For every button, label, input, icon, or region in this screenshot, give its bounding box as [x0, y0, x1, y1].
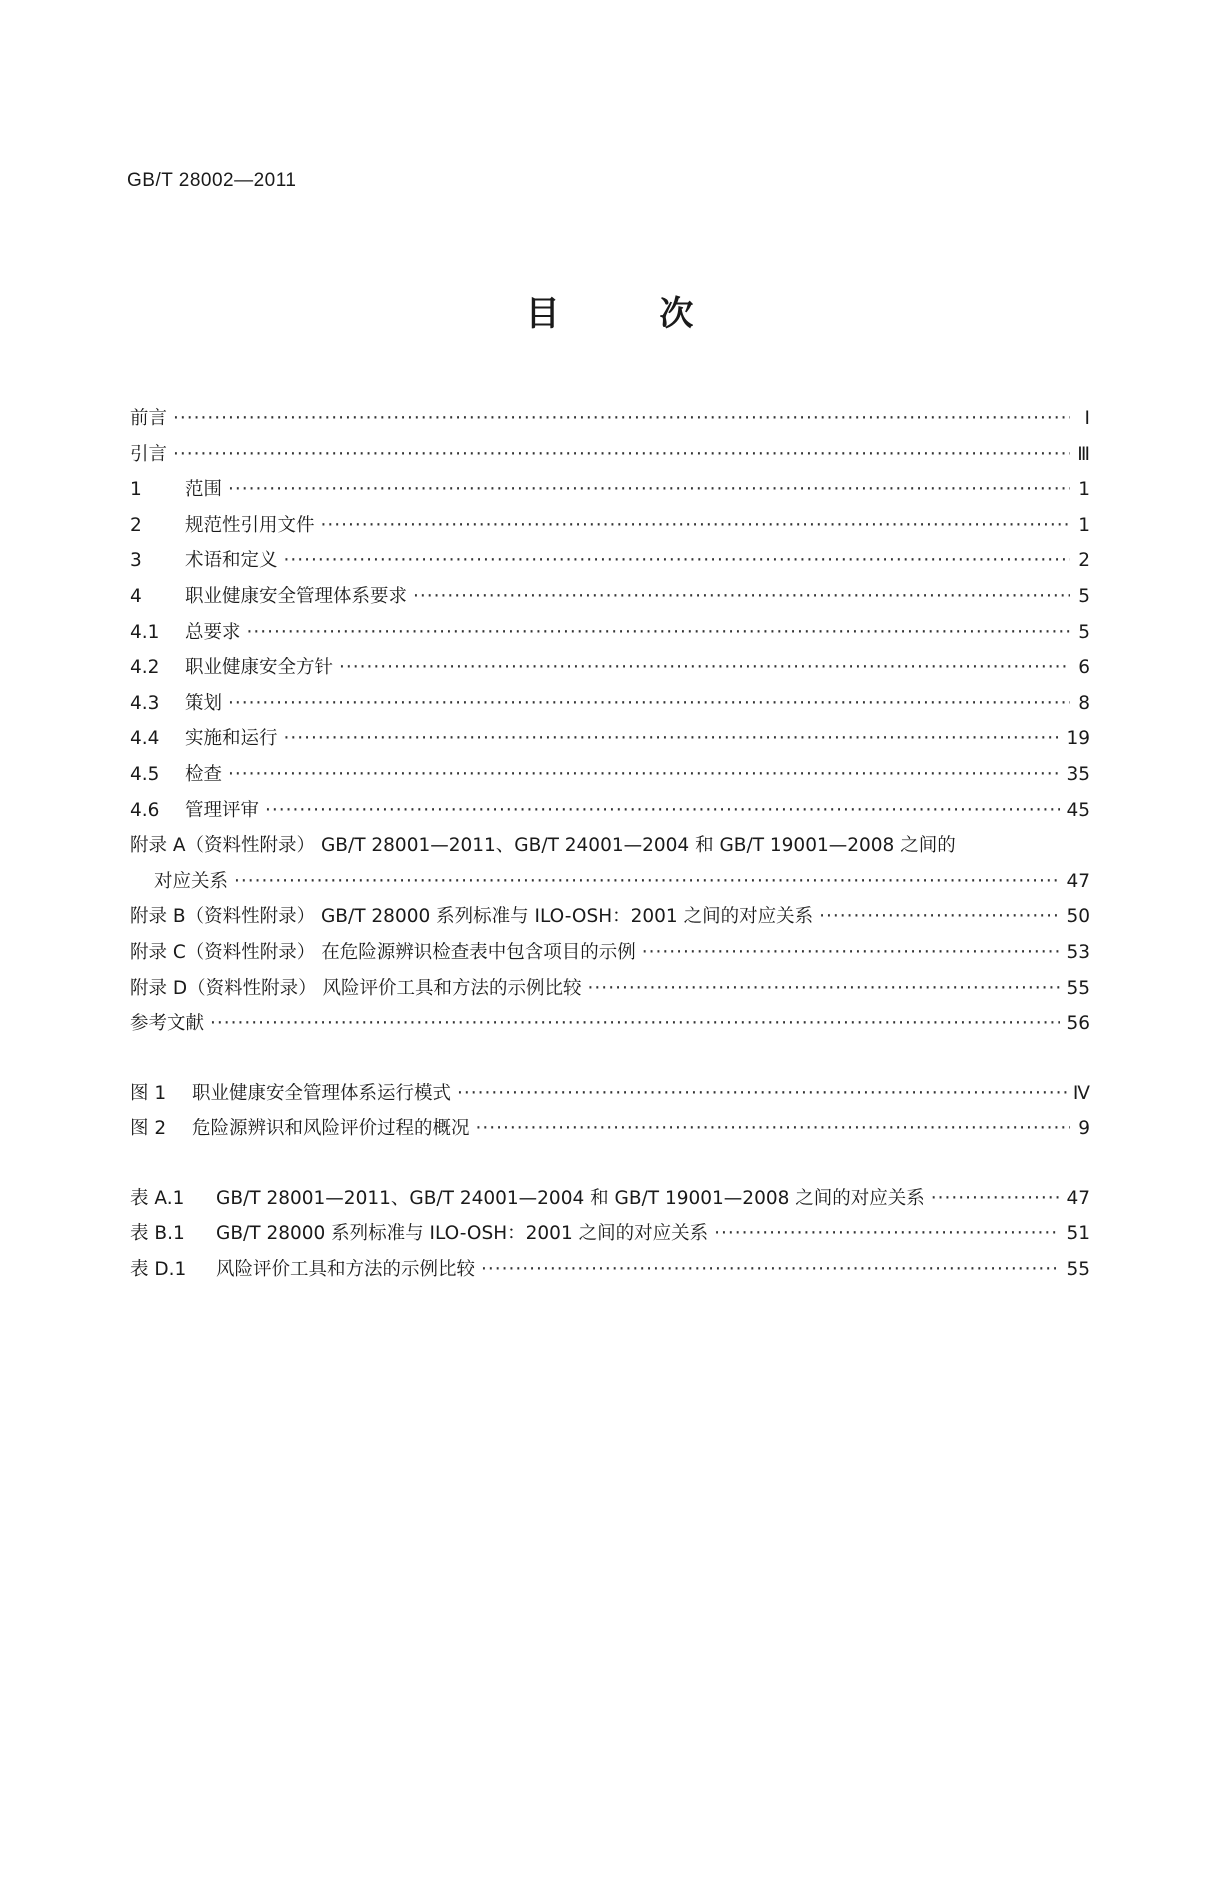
toc-page: 45: [1066, 799, 1090, 821]
toc-page: Ⅲ: [1077, 443, 1090, 465]
section-gap: [130, 1045, 1090, 1079]
toc-page: 19: [1066, 728, 1090, 750]
leader-dots: [265, 800, 1060, 821]
section-gap: [130, 1150, 1090, 1184]
leader-dots: [413, 586, 1070, 607]
leader-dots: [476, 1118, 1070, 1139]
leader-dots: [481, 1259, 1060, 1280]
annex-prefix: 附录 C（资料性附录）: [130, 941, 316, 963]
figure-number: 图 1: [130, 1082, 167, 1104]
toc-page: 35: [1066, 763, 1090, 785]
annex-label: GB/T 28000 系列标准与 ILO-OSH：2001 之间的对应关系: [320, 906, 814, 928]
annex-label: 参考文献: [130, 1013, 205, 1035]
toc-entry[interactable]: [130, 582, 1090, 618]
toc-number: 3: [130, 550, 142, 572]
annex-label: 在危险源辨识检查表中包含项目的示例: [321, 941, 636, 963]
toc-label: 检查: [185, 763, 223, 785]
leader-dots: [931, 1188, 1061, 1209]
toc-label: 管理评审: [185, 799, 260, 821]
toc-entry[interactable]: [130, 546, 1090, 582]
figure-label: 危险源辨识和风险评价过程的概况: [192, 1118, 470, 1140]
toc-page: 53: [1066, 941, 1090, 963]
toc-entry[interactable]: [130, 618, 1090, 654]
toc-label: 职业健康安全方针: [185, 657, 334, 679]
toc-number: 4.4: [130, 728, 160, 750]
annex-prefix: 附录 D（资料性附录）: [130, 977, 317, 999]
annex-label-cont: 对应关系: [154, 870, 229, 892]
toc-page: 47: [1066, 1187, 1090, 1209]
leader-dots: [714, 1223, 1060, 1244]
toc-page: 47: [1066, 870, 1090, 892]
toc-entry[interactable]: [130, 475, 1090, 511]
toc-number: 4.5: [130, 763, 160, 785]
figure-entry[interactable]: [130, 1079, 1090, 1115]
table-label: GB/T 28000 系列标准与 ILO-OSH：2001 之间的对应关系: [216, 1223, 709, 1245]
leader-dots: [284, 550, 1070, 571]
table-entry[interactable]: [130, 1255, 1090, 1291]
annex-label: 风险评价工具和方法的示例比较: [322, 977, 582, 999]
toc-number: 4: [130, 585, 142, 607]
annex-prefix: 附录 A（资料性附录）: [130, 835, 316, 857]
leader-dots: [284, 728, 1061, 749]
toc-page: 50: [1066, 906, 1090, 928]
table-number: 表 A.1: [130, 1187, 185, 1209]
toc-label: 术语和定义: [185, 550, 278, 572]
bibliography-entry[interactable]: [130, 1009, 1090, 1045]
table-entry[interactable]: [130, 1184, 1090, 1220]
toc-label: 职业健康安全管理体系要求: [185, 585, 408, 607]
toc-entry[interactable]: [130, 653, 1090, 689]
toc-page: 8: [1078, 692, 1090, 714]
toc-page: Ⅰ: [1084, 408, 1090, 429]
toc-page: 1: [1078, 514, 1090, 536]
toc-entry[interactable]: [130, 689, 1090, 725]
leader-dots: [588, 978, 1061, 999]
table-number: 表 D.1: [130, 1259, 187, 1281]
toc-entry[interactable]: [130, 404, 1090, 440]
toc-page: 51: [1066, 1223, 1090, 1245]
leader-dots: [173, 408, 1070, 429]
toc-entry[interactable]: [130, 796, 1090, 832]
table-of-contents: [130, 404, 1090, 1291]
toc-page: 55: [1066, 1259, 1090, 1281]
toc-number: 4.3: [130, 692, 160, 714]
page-title: 目 次: [525, 294, 738, 334]
annex-entry-b[interactable]: [130, 902, 1090, 938]
toc-label: 引言: [130, 443, 168, 465]
leader-dots: [339, 657, 1070, 678]
annex-entry-a[interactable]: [130, 831, 1090, 867]
toc-label: 策划: [185, 692, 223, 714]
figure-entry[interactable]: [130, 1114, 1090, 1150]
toc-entry[interactable]: [130, 511, 1090, 547]
toc-label: 总要求: [185, 621, 241, 643]
toc-page: 2: [1078, 550, 1090, 572]
figure-number: 图 2: [130, 1118, 167, 1140]
toc-label: 实施和运行: [185, 728, 278, 750]
toc-number: 1: [130, 479, 142, 501]
leader-dots: [228, 764, 1060, 785]
leader-dots: [247, 622, 1070, 643]
toc-number: 4.6: [130, 799, 160, 821]
annex-prefix: 附录 B（资料性附录）: [130, 906, 316, 928]
toc-page: Ⅳ: [1072, 1082, 1090, 1104]
annex-entry-c[interactable]: [130, 938, 1090, 974]
toc-page: 5: [1078, 585, 1090, 607]
toc-label: 前言: [130, 408, 168, 429]
leader-dots: [642, 942, 1061, 963]
toc-page: 9: [1078, 1118, 1090, 1140]
leader-dots: [321, 515, 1070, 536]
leader-dots: [210, 1013, 1060, 1034]
toc-entry[interactable]: [130, 724, 1090, 760]
toc-label: 规范性引用文件: [185, 514, 315, 536]
toc-page: 1: [1078, 479, 1090, 501]
table-label: 风险评价工具和方法的示例比较: [216, 1259, 476, 1281]
toc-number: 4.1: [130, 621, 160, 643]
toc-number: 4.2: [130, 657, 160, 679]
leader-dots: [819, 906, 1060, 927]
toc-page: 6: [1078, 657, 1090, 679]
toc-page: 55: [1066, 977, 1090, 999]
toc-page: 5: [1078, 621, 1090, 643]
toc-label: 范围: [185, 479, 223, 501]
annex-entry-d[interactable]: [130, 974, 1090, 1010]
table-number: 表 B.1: [130, 1223, 185, 1245]
annex-entry-a-continued[interactable]: [130, 867, 1090, 903]
toc-number: 2: [130, 514, 142, 536]
table-label: GB/T 28001—2011、GB/T 24001—2004 和 GB/T 19001—2008 之间的对应关系: [216, 1187, 925, 1209]
figure-label: 职业健康安全管理体系运行模式: [192, 1082, 452, 1104]
leader-dots: [173, 444, 1070, 465]
toc-entry[interactable]: [130, 760, 1090, 796]
leader-dots: [228, 693, 1070, 714]
leader-dots: [457, 1083, 1067, 1104]
table-entry[interactable]: [130, 1219, 1090, 1255]
toc-page: 56: [1066, 1013, 1090, 1035]
leader-dots: [234, 871, 1060, 892]
document-id: GB/T 28002—2011: [127, 170, 297, 191]
leader-dots: [228, 479, 1070, 500]
annex-label: GB/T 28001—2011、GB/T 24001—2004 和 GB/T 19001—2008 之间的: [320, 835, 956, 857]
toc-entry[interactable]: [130, 440, 1090, 476]
